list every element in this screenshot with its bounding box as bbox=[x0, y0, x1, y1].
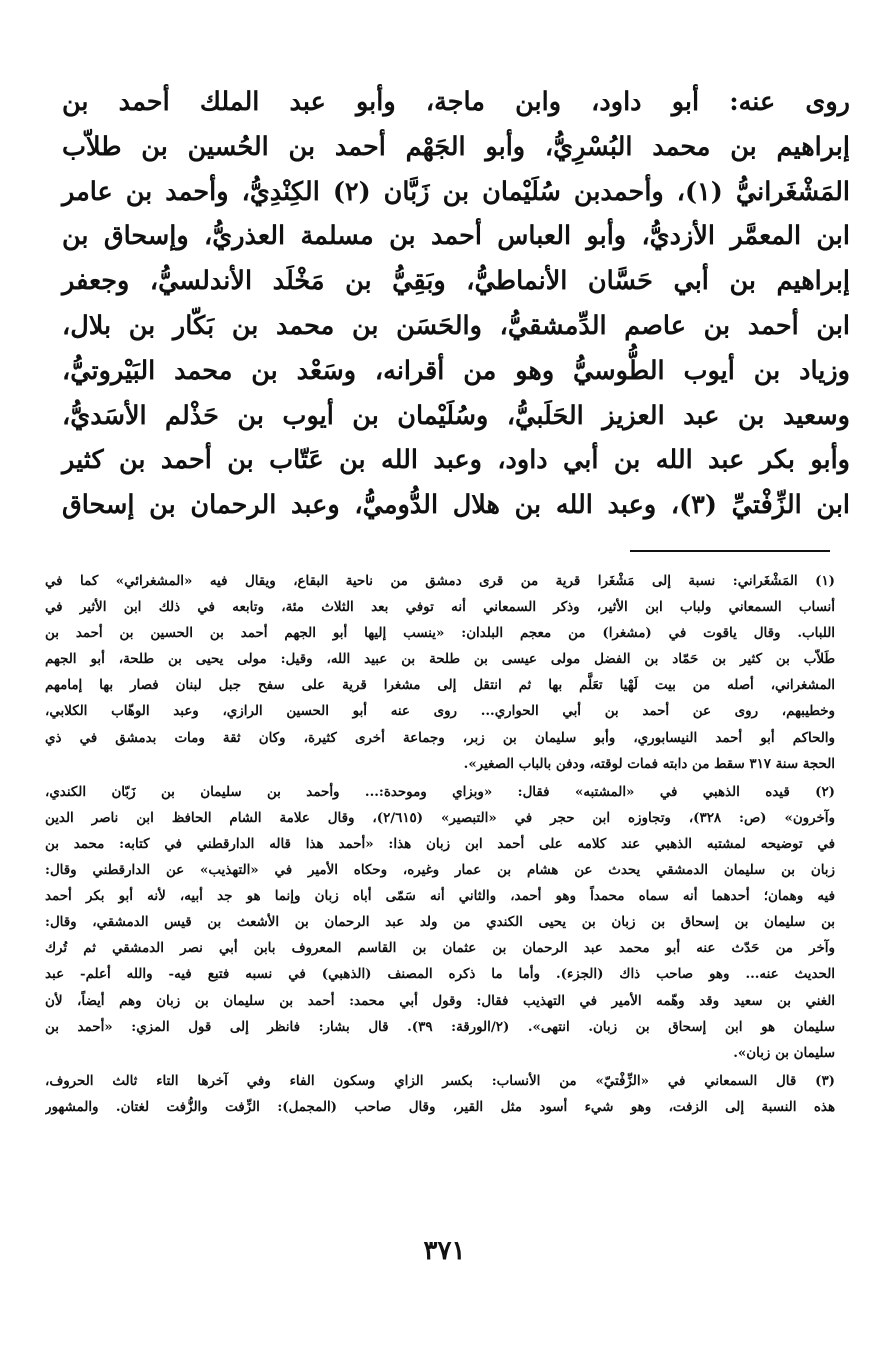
footnote-line: وخطيبهم، روى عن أحمد بن أبي الحواري... روى عنه أبو الحسين الرازي، وعبد الوهّاب الكلابي، bbox=[45, 703, 835, 720]
main-text bbox=[62, 80, 850, 528]
footnote-line: المشغراني، أصله من بيت لَهْيا تعَلَّم بها ثم انتقل إلى مشغرا قرية على سفح جبل لبنان فصار بها إمامهم bbox=[45, 677, 835, 694]
footnote-line: الغني بن سعيد وقد وهّمه الأمير في التهذيب فقال: وقول أبي محمد: أحمد بن سليمان بن زبان وهم أيضاً، لأن bbox=[45, 992, 835, 1009]
main-text-line: إبراهيم بن أبي حَسَّان الأنماطيُّ، وبَقِيُّ بن مَخْلَد الأندلسيُّ، وجعفر bbox=[62, 266, 850, 297]
main-text-line: المَشْغَرانيُّ (١)، وأحمدبن سُلَيْمان بن زَبَّان (٢) الكِنْدِيُّ، وأحمد بن عامر bbox=[62, 176, 850, 207]
main-text-line: وسعيد بن عبد العزيز الحَلَبيُّ، وسُلَيْمان بن أيوب بن حَذْلم الأسَديُّ، bbox=[62, 400, 850, 431]
footnote-2 bbox=[45, 779, 835, 1066]
footnote-line: الحديث عنه... وهو صاحب ذاك (الجزء). وأما ما ذكره المصنف (الذهبي) في نسبه فتبع فيه- والله أعلم- عبد bbox=[45, 966, 835, 983]
footnote-line: والحاكم أبو أحمد النيسابوري، وأبو سليمان بن زبر، وجماعة أخرى كثيرة، وكان ثقة ومات بدمشق في ذي bbox=[45, 729, 835, 746]
main-text-line-content: أبو داود، وابن ماجة، وأبو عبد الملك أحمد بن bbox=[62, 87, 700, 117]
footnote-separator bbox=[630, 550, 830, 552]
footnote-line: اللباب. وقال ياقوت في (مشغرا) من معجم البلدان: «ينسب إليها أبو الجهم أحمد بن الحسين بن أحمد بن bbox=[45, 625, 835, 642]
page-number: ٣٧١ bbox=[423, 1236, 466, 1266]
footnote-line: سليمان بن زبان». bbox=[733, 1044, 835, 1061]
footnote-3 bbox=[45, 1068, 835, 1120]
footnote-line: (١) المَشْغَراني: نسبة إلى مَشْغَرا قرية من قرى دمشق من ناحية البقاع، ويقال فيه «المشغرائي» كما في bbox=[45, 573, 835, 589]
footnote-line: بن سليمان بن إسحاق بن زبان بن يحيى الكندي من ولد عبد الرحمان بن الأشعث بن قيس الدمشقي، وقال: bbox=[45, 914, 835, 931]
footnote-line: زبان بن سليمان الدمشقي يحدث عن هشام بن عمار وغيره، وحكاه الأمير في «التهذيب» عن الدارقطني وقال: bbox=[45, 862, 835, 879]
footnote-line: سليمان هو ابن إسحاق بن زبان. انتهى». (٢/الورقة: ٣٩). قال بشار: فانظر إلى قول المزي: «أحمد بن bbox=[45, 1018, 835, 1035]
main-text-line: إبراهيم بن محمد البُسْرِيُّ، وأبو الجَهْم أحمد بن الحُسين بن طلاّب bbox=[62, 131, 850, 162]
main-text-line bbox=[62, 80, 850, 125]
footnotes bbox=[45, 568, 835, 1122]
footnote-line: وآخرون» (ص: ٣٢٨)، وتجاوزه ابن حجر في «التبصير» (٢/٦١٥)، وقال علامة الشام الحافظ ابن ناصر الدين bbox=[45, 809, 835, 826]
main-text-line: وزياد بن أيوب الطُّوسيُّ وهو من أقرانه، وسَعْد بن محمد البَيْروتيُّ، bbox=[62, 355, 850, 386]
main-text-line: ابن أحمد بن عاصم الدِّمشقيُّ، والحَسَن بن محمد بن بَكّار بن بلال، bbox=[62, 310, 850, 341]
footnote-1 bbox=[45, 568, 835, 777]
footnote-line: وآخر من حَدّث عنه أبو محمد عبد الرحمان بن عثمان بن القاسم المعروف بابن أبي نصر الدمشقي ثم تُرك bbox=[45, 940, 835, 957]
main-text-line: وأبو بكر عبد الله بن أبي داود، وعبد الله بن عَتّاب بن أحمد بن كثير bbox=[62, 445, 850, 476]
footnote-line: طَلاّب بن كثير بن حَمّاد بن الفضل مولى عيسى بن طلحة بن عبيد الله، وقيل: مولى يحيى بن طلحة، أبو الجهم bbox=[45, 651, 835, 668]
footnote-line: فيه وهمان؛ أحدهما أنه سماه محمداً وهو أحمد، والثاني أنه سَمّى أباه زبان وإنما هو جد أبيه، لأنه أبو بكر أحمد bbox=[45, 888, 835, 905]
footnote-line: هذه النسبة إلى الزفت، وهو شيء أسود مثل القير، وقال صاحب (المجمل): الزِّفت والزُّفت لغتان. والمشهور bbox=[45, 1098, 835, 1115]
main-text-line: ابن الزِّفْتيِّ (٣)، وعبد الله بن هلال الدُّوميُّ، وعبد الرحمان بن إسحاق bbox=[62, 490, 850, 521]
narrators-heading: روى عنه: bbox=[729, 87, 850, 117]
footnote-line: أنساب السمعاني ولباب ابن الأثير، وذكر السمعاني أنه توفي بعد الثلاث مئة، وتابعه في ذلك ابن الأثير في bbox=[45, 599, 835, 616]
main-text-line: ابن المعمَّر الأزديُّ، وأبو العباس أحمد بن مسلمة العذريُّ، وإسحاق بن bbox=[62, 221, 850, 252]
footnote-line: الحجة سنة ٣١٧ سقط من دابته فمات لوقته، ودفن بالباب الصغير». bbox=[463, 755, 835, 772]
footnote-line: في توضيحه لمشتبه الذهبي عند كلامه على أحمد ابن زبان هذا: «أحمد هذا قاله الدارقطني في كتابه: محمد بن bbox=[45, 835, 835, 852]
footnote-line: (٣) قال السمعاني في «الزِّفْتيّ» من الأنساب: بكسر الزاي وسكون الفاء وفي آخرها التاء ثالث الحروف، bbox=[45, 1072, 835, 1089]
footnote-line: (٢) قيده الذهبي في «المشتبه» فقال: «وبزاي وموحدة:... وأحمد بن سليمان بن زَبّان الكندي، bbox=[45, 783, 835, 800]
